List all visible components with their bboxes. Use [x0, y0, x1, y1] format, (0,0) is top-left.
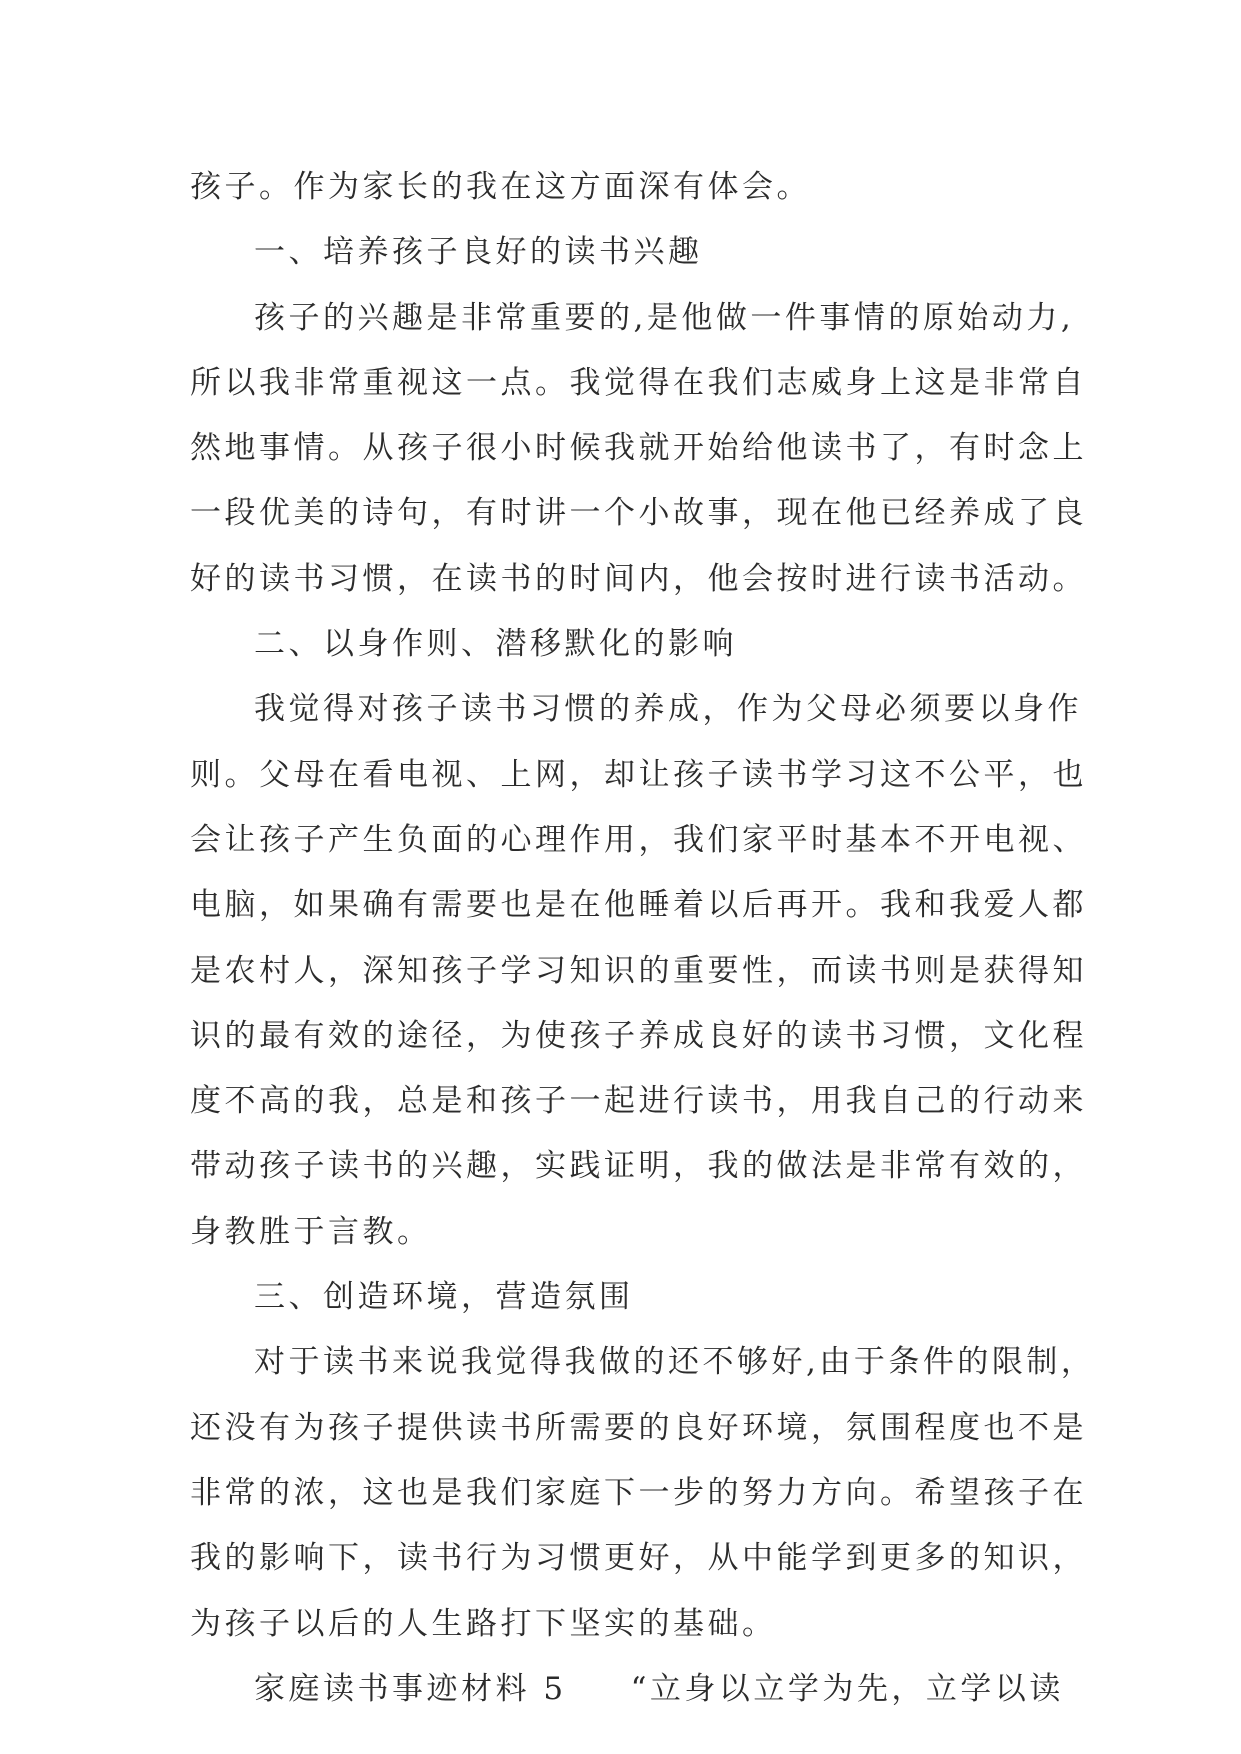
- text-line: 非常的浓，这也是我们家庭下一步的努力方向。希望孩子在: [190, 1474, 1087, 1511]
- text-line: 会让孩子产生负面的心理作用，我们家平时基本不开电视、: [190, 821, 1087, 858]
- text-line: 然地事情。从孩子很小时候我就开始给他读书了，有时念上: [190, 430, 1087, 467]
- text-line: 则。父母在看电视、上网，却让孩子读书学习这不公平，也: [190, 756, 1087, 793]
- text-line: 带动孩子读书的兴趣，实践证明，我的做法是非常有效的，: [190, 1148, 1087, 1185]
- section-heading-3: 三、创造环境，营造氛围: [254, 1279, 634, 1316]
- text-line: 为孩子以后的人生路打下坚实的基础。: [190, 1605, 777, 1642]
- section-heading-1: 一、培养孩子良好的读书兴趣: [254, 234, 703, 271]
- quote-start: “立身以立学为先，立学以读: [630, 1670, 1064, 1707]
- text-line: 是农村人，深知孩子学习知识的重要性，而读书则是获得知: [190, 952, 1087, 989]
- document-body: [190, 155, 1096, 1722]
- text-line: 对于读书来说我觉得我做的还不够好,由于条件的限制，: [254, 1344, 1096, 1381]
- text-line: 电脑，如果确有需要也是在他睡着以后再开。我和我爱人都: [190, 887, 1087, 924]
- final-line: [190, 1657, 1070, 1722]
- text-line: 孩子的兴趣是非常重要的,是他做一件事情的原始动力,: [254, 299, 1075, 336]
- text-line: 度不高的我，总是和孩子一起进行读书，用我自己的行动来: [190, 1083, 1087, 1120]
- text-line: 我觉得对孩子读书习惯的养成，作为父母必须要以身作: [254, 691, 1082, 728]
- text-line: 所以我非常重视这一点。我觉得在我们志威身上这是非常自: [190, 364, 1087, 401]
- text-line: 身教胜于言教。: [190, 1213, 432, 1250]
- section-heading-2: 二、以身作则、潜移默化的影响: [254, 626, 737, 663]
- text-line: 孩子。作为家长的我在这方面深有体会。: [190, 169, 811, 205]
- text-line: 好的读书习惯，在读书的时间内，他会按时进行读书活动。: [190, 560, 1087, 597]
- next-section-title: 家庭读书事迹材料 5: [254, 1670, 567, 1707]
- text-line: 一段优美的诗句，有时讲一个小故事，现在他已经养成了良: [190, 495, 1087, 532]
- text-line: 识的最有效的途径，为使孩子养成良好的读书习惯，文化程: [190, 1017, 1087, 1054]
- text-line: 我的影响下，读书行为习惯更好，从中能学到更多的知识，: [190, 1540, 1087, 1577]
- text-line: 还没有为孩子提供读书所需要的良好环境，氛围程度也不是: [190, 1409, 1087, 1446]
